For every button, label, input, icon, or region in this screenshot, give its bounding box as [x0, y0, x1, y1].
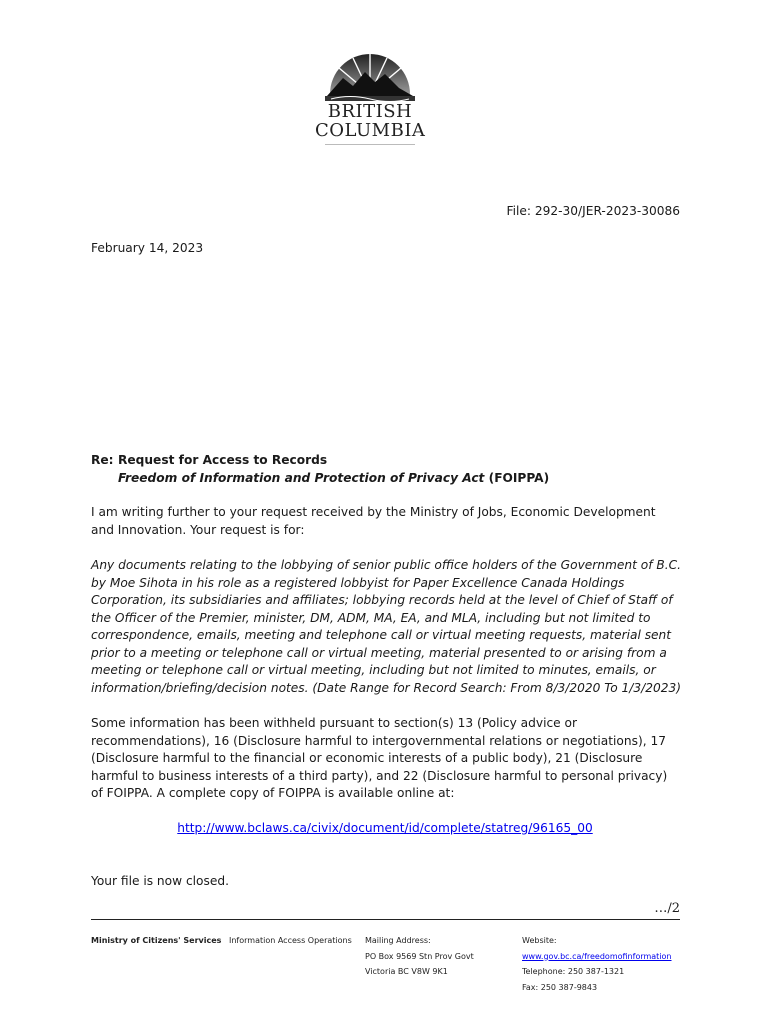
- footer-ministry: Ministry of Citizens' Services: [91, 936, 222, 945]
- file-reference: File: 292-30/JER-2023-30086: [506, 204, 680, 218]
- request-text: Any documents relating to the lobbying of senior public office holders of the Government of B.C. by Moe Sihota in his role as a registered lobbyist for Paper Excellence Canada Holdings Corporation, its subsidiaries and affiliates; lobbying records held at the level of Chief of Staff of the Officer of the Premier, minister, DM, ADM, MA, EA, and MLA, including but not limited to correspondence, emails, meeting and telephone call or virtual meeting requests, material sent prior to a meeting or telephone call or virtual meeting, material presented to or arising from a meeting or telephone call or virtual meeting, including but not limited to minutes, emails, or information/briefing/decision notes. (Date Range for Record Search: From 8/3/2020 To 1/3/2023): [91, 558, 682, 695]
- subject-title: Request for Access to Records: [118, 453, 328, 467]
- telephone: Telephone: 250 387-1321: [522, 967, 625, 976]
- foippa-link[interactable]: http://www.bclaws.ca/civix/document/id/complete/statreg/96165_00: [177, 821, 593, 835]
- web-label: Website:: [522, 936, 557, 945]
- withheld-paragraph: Some information has been withheld pursuant to section(s) 13 (Policy advice or recommendations), 16 (Disclosure harmful to intergovernmental relations or negotiations), 17 (Disclosure harmful to the financial or economic interests of a public body), 21 (Disclosure harmful to business interests of a third party), and 22 (Disclosure harmful to personal privacy) of FOIPPA. A complete copy of FOIPPA is available online at:: [91, 716, 668, 800]
- footer-divider: [91, 919, 680, 920]
- mail-line2: Victoria BC V8W 9K1: [365, 967, 448, 976]
- logo-text-columbia: COLUMBIA: [315, 120, 426, 141]
- footer-unit: Information Access Operations: [229, 936, 352, 945]
- bc-logo: [315, 44, 425, 148]
- act-name: Freedom of Information and Protection of Privacy Act: [118, 470, 485, 485]
- website-link[interactable]: www.gov.bc.ca/freedomofinformation: [522, 951, 672, 961]
- closing-line: Your file is now closed.: [91, 874, 229, 888]
- logo-text-british: BRITISH: [327, 101, 413, 122]
- letter-date: February 14, 2023: [91, 241, 204, 255]
- sun-mountains-icon: [315, 44, 425, 102]
- mail-line1: PO Box 9569 Stn Prov Govt: [365, 951, 474, 961]
- footer-mailing-address: [365, 933, 474, 980]
- intro-paragraph: I am writing further to your request received by the Ministry of Jobs, Economic Development and Innovation. Your request is for:: [91, 505, 656, 537]
- footer-contact: [522, 933, 672, 995]
- act-abbreviation: (FOIPPA): [484, 470, 550, 485]
- fax: Fax: 250 387-9843: [522, 982, 598, 992]
- page-marker: …/2: [654, 901, 680, 916]
- subject-label: Re:: [91, 453, 114, 467]
- mail-label: Mailing Address:: [365, 936, 431, 945]
- subject-block: [91, 452, 549, 487]
- logo-rule: [325, 144, 415, 145]
- foippa-link-wrap: [0, 821, 770, 835]
